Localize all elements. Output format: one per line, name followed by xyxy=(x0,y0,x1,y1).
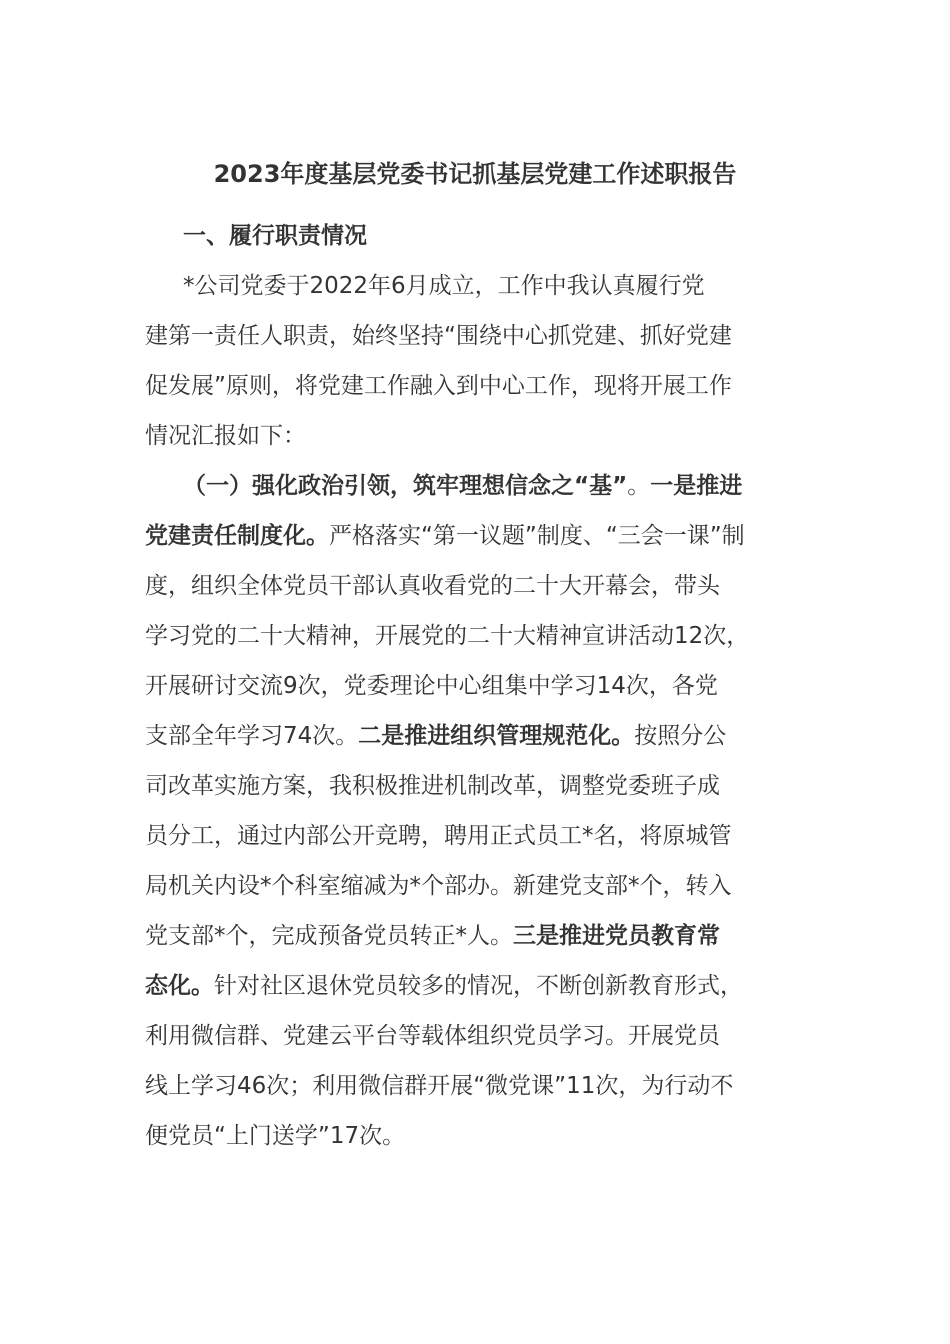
body-line xyxy=(145,514,845,564)
body-text: 司改革实施方案，我积极推进机制改革，调整党委班子成 xyxy=(145,773,720,799)
body-text: 针对社区退休党员较多的情况，不断创新教育形式， xyxy=(214,973,743,999)
document-body xyxy=(145,264,845,1164)
body-line xyxy=(145,864,845,914)
body-text: 利用微信群、党建云平台等载体组织党员学习。开展党员 xyxy=(145,1023,720,1049)
section-heading: 一、履行职责情况 xyxy=(183,223,367,249)
body-line xyxy=(145,414,845,464)
body-line xyxy=(145,714,845,764)
body-text: 。 xyxy=(627,473,651,499)
body-text: 便党员“上门送学”17次。 xyxy=(145,1123,406,1149)
body-line xyxy=(145,314,845,364)
body-text: 按照分公 xyxy=(634,723,727,749)
body-text: 员分工，通过内部公开竞聘，聘用正式员工*名，将原城管 xyxy=(145,823,732,849)
body-text: *公司党委于2022年6月成立，工作中我认真履行党 xyxy=(183,273,705,299)
body-text: 建第一责任人职责，始终坚持“围绕中心抓党建、抓好党建 xyxy=(145,323,732,349)
body-line xyxy=(145,914,845,964)
body-text: 支部全年学习74次。 xyxy=(145,723,359,749)
body-text: 促发展”原则，将党建工作融入到中心工作，现将开展工作 xyxy=(145,373,732,399)
body-text: 开展研讨交流9次，党委理论中心组集中学习14次，各党 xyxy=(145,673,718,699)
bold-text: （一）强化政治引领，筑牢理想信念之“基” xyxy=(183,473,628,499)
body-line xyxy=(145,1114,845,1164)
bold-text: 三是推进党员教育常 xyxy=(513,923,720,949)
bold-text: 一是推进 xyxy=(650,473,743,499)
body-line xyxy=(145,464,845,514)
body-text: 学习党的二十大精神，开展党的二十大精神宣讲活动12次， xyxy=(145,623,750,649)
body-text: 度，组织全体党员干部认真收看党的二十大开幕会，带头 xyxy=(145,573,720,599)
body-text: 线上学习46次；利用微信群开展“微党课”11次，为行动不 xyxy=(145,1073,734,1099)
body-line xyxy=(145,1014,845,1064)
body-line xyxy=(145,664,845,714)
body-line xyxy=(145,264,845,314)
body-line xyxy=(145,564,845,614)
body-line xyxy=(145,814,845,864)
body-line xyxy=(145,614,845,664)
document-title: 2023年度基层党委书记抓基层党建工作述职报告 xyxy=(213,160,737,188)
bold-text: 二是推进组织管理规范化。 xyxy=(358,723,635,749)
body-line xyxy=(145,1064,845,1114)
body-text: 党支部*个，完成预备党员转正*人。 xyxy=(145,923,513,949)
body-text: 局机关内设*个科室缩减为*个部办。新建党支部*个，转入 xyxy=(145,873,732,899)
body-text: 情况汇报如下： xyxy=(145,423,306,449)
body-line xyxy=(145,364,845,414)
body-line xyxy=(145,764,845,814)
bold-text: 党建责任制度化。 xyxy=(145,523,329,549)
body-line xyxy=(145,964,845,1014)
body-text: 严格落实“第一议题”制度、“三会一课”制 xyxy=(329,523,745,549)
bold-text: 态化。 xyxy=(145,973,214,999)
